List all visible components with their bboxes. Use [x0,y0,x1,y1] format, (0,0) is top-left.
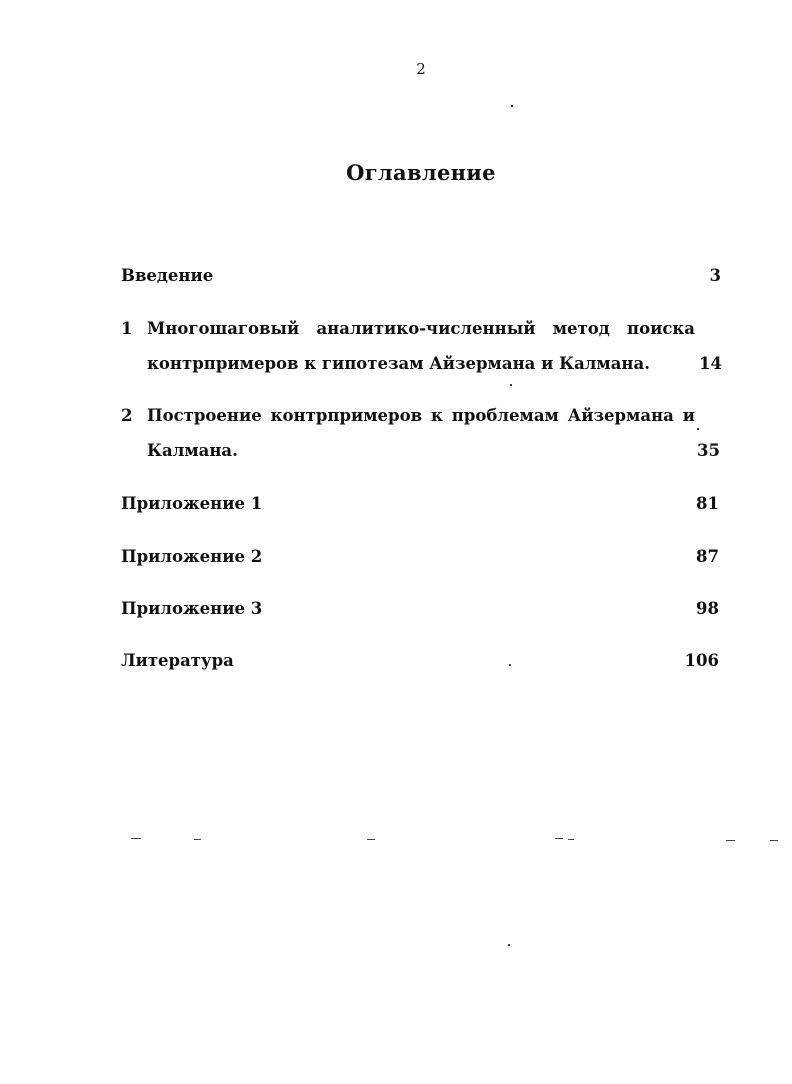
scan-speck [510,384,512,386]
scan-speck [770,840,778,841]
word: и [682,406,695,425]
toc-entry-page: 81 [696,494,719,513]
toc-entry-page: 3 [709,266,721,285]
word: Многошаговый [147,319,300,338]
word: проблемам [451,406,559,425]
toc-entry-page: 87 [696,547,719,566]
toc-entry-label: Литература [121,651,234,670]
chapter-title-line-2: Калмана. [147,441,238,460]
toc-entry-label: Приложение 3 [121,599,263,618]
scan-speck [508,944,510,946]
word: поиска [627,319,695,338]
word: контрпримеров [270,406,423,425]
toc-entry-label: Введение [121,266,214,285]
scan-speck [367,839,375,840]
word: метод [552,319,610,338]
page-number: 2 [416,60,426,78]
chapter-title-line-1 [147,406,695,425]
chapter-number: 1 [121,319,133,338]
toc-entry-page: 98 [696,599,719,618]
toc-entry-page: 35 [697,441,720,460]
toc-entry-label: Приложение 1 [121,494,263,513]
chapter-title-line-1 [147,319,695,338]
word: Айзермана [567,406,674,425]
chapter-title-line-2: контрпримеров к гипотезам Айзермана и Калмана. [147,354,650,373]
scan-speck [555,838,563,839]
page-title: Оглавление [346,160,496,185]
scan-speck [194,839,201,840]
chapter-number: 2 [121,406,133,425]
word: Построение [147,406,262,425]
word: к [430,406,443,425]
word: аналитико-численный [316,319,536,338]
scan-speck [697,428,699,430]
scan-speck [131,838,141,839]
toc-entry-page: 106 [684,651,719,670]
scan-speck [511,105,513,107]
toc-entry-label: Приложение 2 [121,547,263,566]
scan-speck [726,840,735,841]
toc-entry-page: 14 [699,354,722,373]
scan-speck [568,839,574,840]
scan-speck [509,664,511,666]
